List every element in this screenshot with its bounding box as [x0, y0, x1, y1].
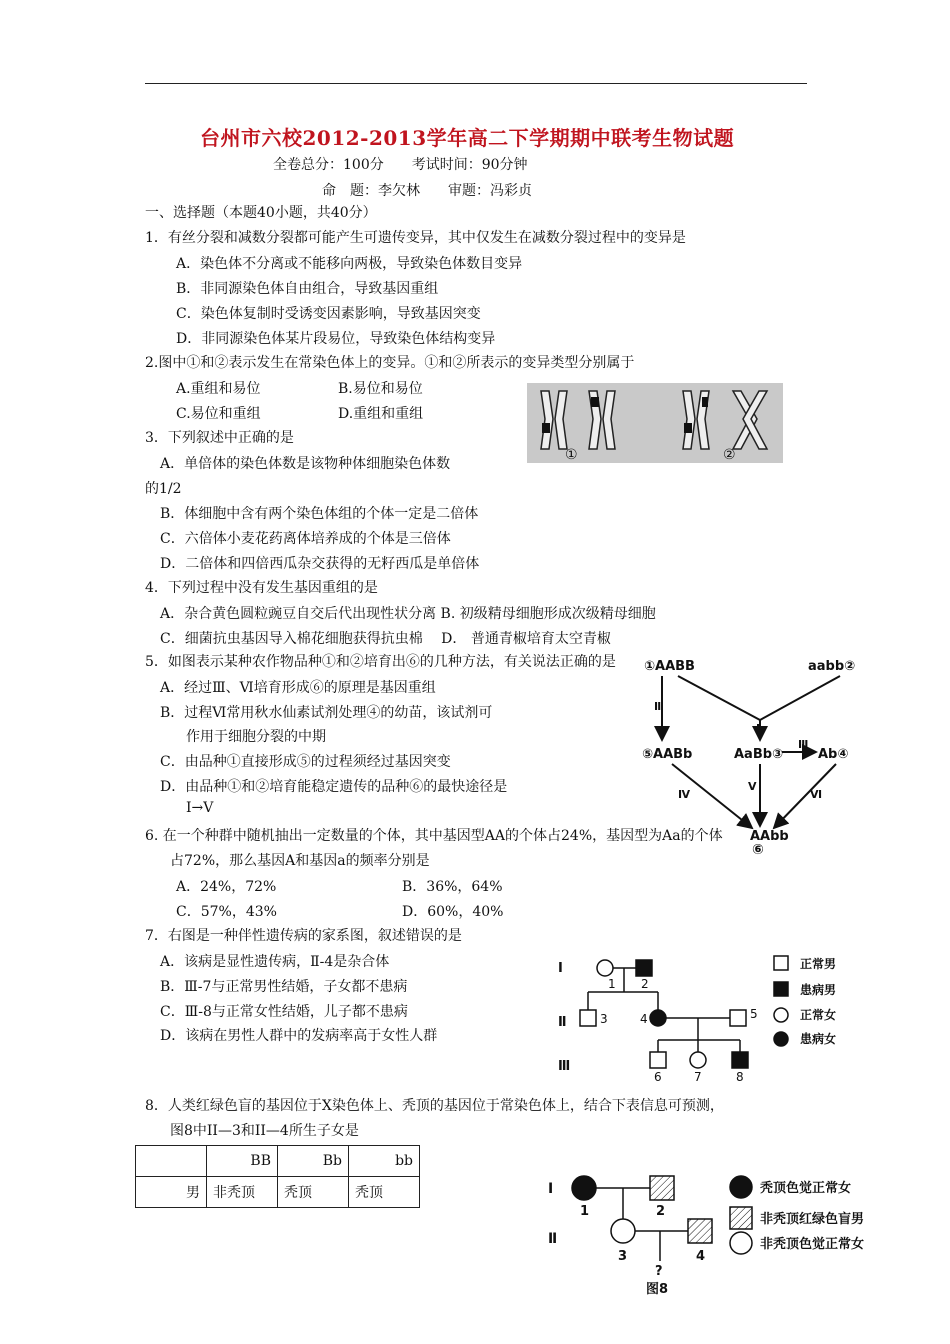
table-header-cell: Bb	[278, 1146, 349, 1177]
table-header-row	[136, 1146, 420, 1177]
fig8-question: ?	[655, 1264, 663, 1279]
q1-option-d: D．非同源染色体某片段易位，导致染色体结构变异	[176, 331, 496, 347]
q5-option-b: B．过程Ⅵ常用秋水仙素试剂处理④的幼苗，该试剂可	[160, 705, 493, 721]
label-III: Ⅲ	[798, 738, 809, 751]
q5-option-d: D．由品种①和②培育能稳定遗传的品种⑥的最快途径是	[160, 779, 508, 795]
pedigree-n8: 8	[736, 1070, 744, 1084]
node-6: ⑥	[752, 842, 764, 857]
q4-stem: 4．下列过程中没有发生基因重组的是	[145, 580, 378, 596]
q2-option-a: A.重组和易位	[176, 381, 261, 397]
q6-option-b: B．36%，64%	[402, 879, 503, 895]
q7-option-b: B．Ⅲ-7与正常男性结婚，子女都不患病	[160, 979, 408, 995]
q5-option-a: A．经过Ⅲ、Ⅵ培育形成⑥的原理是基因重组	[160, 680, 436, 696]
q6-stem: 6. 在一个种群中随机抽出一定数量的个体，其中基因型AA的个体占24%，基因型为Aa的个体	[145, 828, 723, 844]
q4-options-cd: C．细菌抗虫基因导入棉花细胞获得抗虫棉 D． 普通青椒培育太空青椒	[160, 631, 611, 647]
q7-option-c: C．Ⅲ-8与正常女性结婚，儿子都不患病	[160, 1004, 408, 1020]
table-cell: 非秃顶	[207, 1177, 278, 1208]
q1-option-a: A．染色体不分离或不能移向两极，导致染色体数目变异	[176, 256, 523, 272]
table-cell: 秃顶	[349, 1177, 420, 1208]
q6-option-a: A．24%，72%	[176, 879, 277, 895]
q4-options-ab: A．杂合黄色圆粒豌豆自交后代出现性状分离 B. 初级精母细胞形成次级精母细胞	[160, 606, 656, 622]
q3-option-b: B．体细胞中含有两个染色体组的个体一定是二倍体	[160, 506, 479, 522]
q7-option-d: D．该病在男性人群中的发病率高于女性人群	[160, 1028, 438, 1044]
q1-stem: 1．有丝分裂和减数分裂都可能产生可遗传变异，其中仅发生在减数分裂过程中的变异是	[145, 230, 686, 246]
table-header-cell	[136, 1146, 207, 1177]
label-I: Ⅰ	[756, 722, 761, 735]
legend-normal-female: 正常女	[800, 1008, 837, 1022]
table-cell: 男	[136, 1177, 207, 1208]
pedigree-n2: 2	[641, 977, 649, 991]
legend-affected-female: 患病女	[800, 1032, 837, 1046]
pedigree-n4: 4	[640, 1012, 648, 1026]
table-header-cell: bb	[349, 1146, 420, 1177]
q1-option-c: C．染色体复制时受诱变因素影响，导致基因突变	[176, 306, 481, 322]
q6-option-c: C．57%，43%	[176, 904, 277, 920]
q6-stem-cont: 占72%，那么基因A和基因a的频率分别是	[170, 853, 430, 869]
q5-option-b-cont: 作用于细胞分裂的中期	[186, 729, 326, 745]
q3-option-c: C．六倍体小麦花药离体培养成的个体是三倍体	[160, 531, 451, 547]
q5-stem: 5．如图表示某种农作物品种①和②培育出⑥的几种方法，有关说法正确的是	[145, 654, 616, 670]
legend-affected-male: 患病男	[800, 983, 837, 997]
fig8-legend-2: 非秃顶红绿色盲男	[760, 1212, 865, 1227]
node-6-genotype: AAbb	[750, 829, 789, 844]
q2-option-c: C.易位和重组	[176, 406, 261, 422]
q2-stem: 2.图中①和②表示发生在常染色体上的变异。①和②所表示的变异类型分别属于	[145, 355, 635, 371]
q3-option-a-cont: 的1/2	[145, 481, 182, 497]
chromosome-figure	[527, 383, 783, 463]
q1-option-b: B．非同源染色体自由组合，导致基因重组	[176, 281, 439, 297]
q3-option-d: D．二倍体和四倍西瓜杂交获得的无籽西瓜是单倍体	[160, 556, 480, 572]
pedigree-n5: 5	[750, 1007, 758, 1021]
fig8-n2: 2	[656, 1204, 666, 1219]
fig8-gen-I: Ⅰ	[548, 1181, 554, 1197]
pedigree-n1: 1	[608, 977, 616, 991]
node-3: AaBb③	[734, 747, 784, 762]
pedigree-q7	[548, 948, 868, 1088]
q8-stem: 8．人类红绿色盲的基因位于X染色体上、秃顶的基因位于常染色体上，结合下表信息可预测，	[145, 1098, 724, 1114]
fig8-n4: 4	[696, 1249, 706, 1264]
exam-info: 全卷总分：100分 考试时间：90分钟	[273, 157, 528, 173]
pedigree-n3: 3	[600, 1012, 608, 1026]
fig8-caption: 图8	[646, 1282, 669, 1297]
q7-option-a: A．该病是显性遗传病，Ⅱ-4是杂合体	[160, 954, 390, 970]
q5-option-d-cont: Ⅰ→Ⅴ	[186, 800, 214, 816]
genotype-table	[135, 1145, 420, 1208]
pedigree-fig8	[540, 1165, 910, 1335]
fig8-legend-1: 秃顶色觉正常女	[760, 1181, 852, 1196]
gen-I: Ⅰ	[558, 961, 563, 976]
section-heading: 一、选择题（本题40小题，共40分）	[145, 205, 377, 221]
table-header-cell: BB	[207, 1146, 278, 1177]
q5-option-c: C．由品种①直接形成⑤的过程须经过基因突变	[160, 754, 451, 770]
fig8-gen-II: Ⅱ	[548, 1231, 558, 1247]
node-2: aabb②	[808, 659, 856, 674]
label-VI: Ⅵ	[810, 788, 823, 801]
q3-option-a: A．单倍体的染色体数是该物种体细胞染色体数	[160, 456, 451, 472]
q2-option-d: D.重组和重组	[338, 406, 424, 422]
q8-stem-cont: 图8中II—3和II—4所生子女是	[170, 1123, 359, 1139]
pedigree-n6: 6	[654, 1070, 662, 1084]
author-info: 命 题：李欠林 审题：冯彩贞	[322, 183, 532, 199]
table-row	[136, 1177, 420, 1208]
fig8-legend-3: 非秃顶色觉正常女	[760, 1237, 865, 1252]
fig8-n3: 3	[618, 1249, 628, 1264]
node-1: ①AABB	[644, 659, 695, 674]
gen-II: Ⅱ	[558, 1015, 567, 1030]
node-4: Ab④	[818, 747, 849, 762]
gen-III: Ⅲ	[558, 1059, 571, 1074]
legend-normal-male: 正常男	[800, 957, 837, 971]
table-cell: 秃顶	[278, 1177, 349, 1208]
label-II: Ⅱ	[654, 700, 662, 713]
pedigree-n7: 7	[694, 1070, 702, 1084]
header-rule	[145, 83, 807, 84]
q7-stem: 7．右图是一种伴性遗传病的家系图，叙述错误的是	[145, 928, 462, 944]
fig8-n1: 1	[580, 1204, 590, 1219]
label-IV: Ⅳ	[678, 788, 691, 801]
q6-option-d: D．60%，40%	[402, 904, 504, 920]
q3-stem: 3．下列叙述中正确的是	[145, 430, 294, 446]
q2-option-b: B.易位和易位	[338, 381, 423, 397]
fig-label-2: ②	[723, 447, 736, 463]
page-title: 台州市六校2012-2013学年高二下学期期中联考生物试题	[200, 126, 735, 150]
node-5: ⑤AABb	[642, 747, 693, 762]
fig-label-1: ①	[565, 447, 578, 463]
label-V: Ⅴ	[748, 780, 757, 793]
